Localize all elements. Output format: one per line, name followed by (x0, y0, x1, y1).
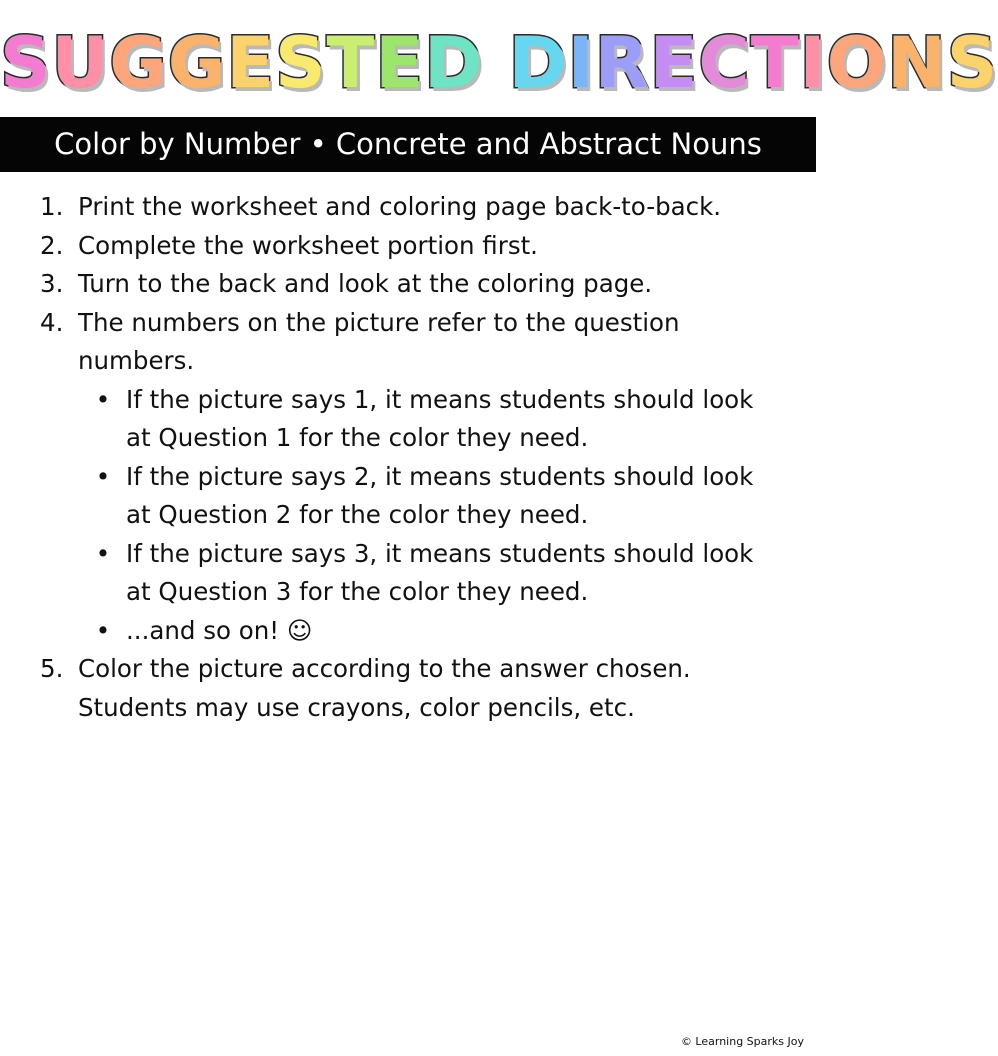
bullet-icon: • (95, 615, 111, 645)
bullet-text: If the picture says 2, it means students should look at Question 2 for the color they need. (126, 461, 754, 529)
page-title: SUGGESTED DIRECTIONS (0, 22, 998, 104)
step-5 (40, 650, 780, 727)
bullet-icon: • (95, 538, 111, 568)
step-text: Print the worksheet and coloring page back-to-back. (78, 192, 722, 221)
bullet-icon: • (95, 461, 111, 491)
subtitle-banner (0, 117, 816, 172)
bullet-text: If the picture says 3, it means students should look at Question 3 for the color they need. (126, 538, 754, 606)
step-2 (40, 227, 780, 266)
bullet-text: If the picture says 1, it means students should look at Question 1 for the color they need. (126, 384, 754, 452)
step-number: 4. (40, 307, 64, 337)
step-3 (40, 265, 780, 304)
subtitle-text: Color by Number • Concrete and Abstract Nouns (54, 127, 762, 161)
sub-bullet-1 (40, 381, 780, 458)
bullet-icon: • (95, 384, 111, 414)
step-number: 1. (40, 192, 64, 221)
step-4 (40, 304, 780, 381)
copyright-text: © Learning Sparks Joy (680, 1035, 804, 1048)
step-number: 5. (40, 654, 64, 683)
sub-bullet-2 (40, 458, 780, 535)
step-text: Turn to the back and look at the coloring page. (78, 269, 653, 298)
directions-list (40, 188, 780, 727)
sub-bullet-4 (40, 612, 780, 651)
step-1 (40, 188, 780, 227)
step-number: 2. (40, 230, 64, 260)
bullet-text: ...and so on! ☺ (126, 615, 313, 645)
step-text: Complete the worksheet portion first. (78, 230, 538, 260)
step-text: The numbers on the picture refer to the question numbers. (78, 307, 680, 375)
copyright-footer (681, 1035, 804, 1048)
step-number: 3. (40, 269, 64, 298)
sub-bullet-3 (40, 535, 780, 612)
step-text: Color the picture according to the answer chosen. Students may use crayons, color pencils, etc. (78, 654, 691, 722)
